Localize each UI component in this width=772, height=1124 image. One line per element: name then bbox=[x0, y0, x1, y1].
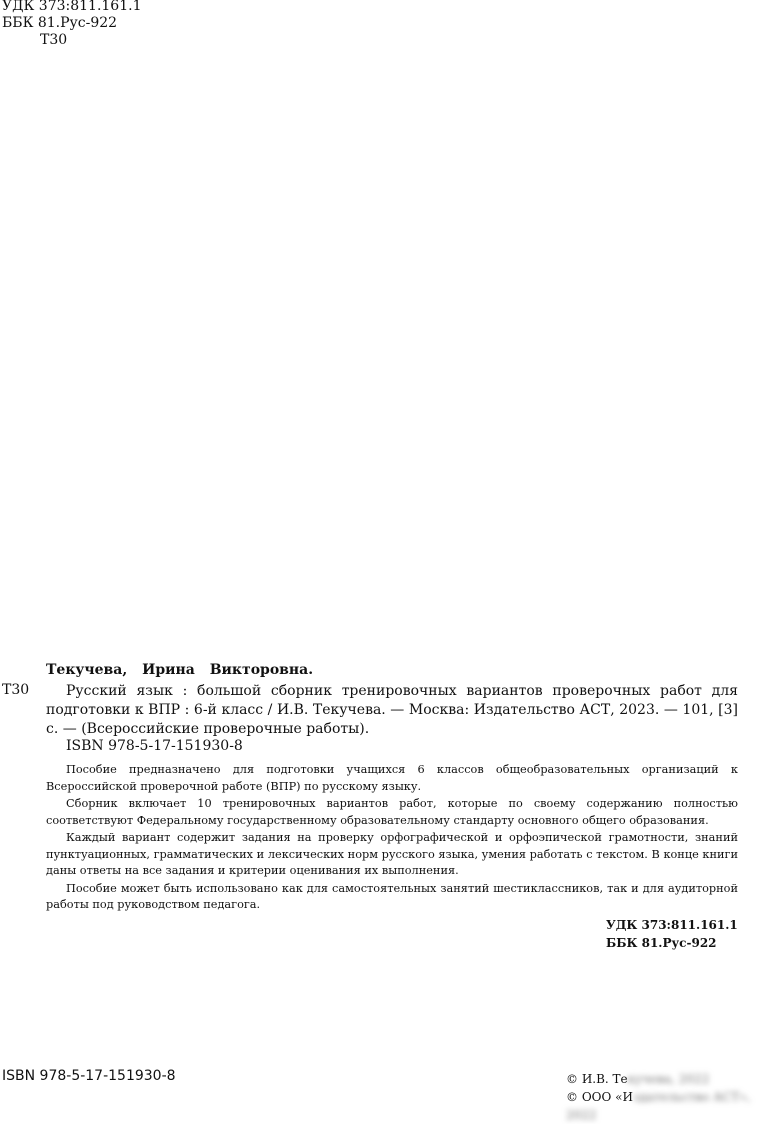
bottom-classification-codes bbox=[606, 916, 738, 952]
copyright-author-text: © И.В. Те bbox=[566, 1072, 628, 1086]
annotation-paragraph: Сборник включает 10 тренировочных вариантов работ, которые по своему содержанию полностью соответствуют Федеральному государственному образовательному стандарту основного общего образования. bbox=[46, 797, 738, 827]
annotation-paragraph: Пособие может быть использовано как для самостоятельных занятий шестиклассников, так и для аудиторной работы под руководством педагога. bbox=[46, 881, 738, 911]
annotation-paragraph: Пособие предназначено для подготовки учащихся 6 классов общеобразовательных организаций к Всероссийской проверочной работе (ВПР) по русскому языку. bbox=[46, 763, 738, 793]
author-sign-code: Т30 bbox=[40, 32, 68, 48]
annotation bbox=[46, 762, 738, 915]
footer-isbn: ISBN 978-5-17-151930-8 bbox=[2, 1068, 176, 1084]
annotation-paragraph: Каждый вариант содержит задания на проверку орфографической и орфоэпической грамотности, знаний пунктуационных, грамматических и лексических норм русского языка, умения работать с текстом. В конце книги даны ответы на все задания и критерии оценивания их выполнения. bbox=[46, 831, 738, 877]
catalog-isbn: ISBN 978-5-17-151930-8 bbox=[66, 738, 243, 754]
copyright-line-publisher bbox=[566, 1088, 772, 1124]
copyright-line-author bbox=[566, 1070, 772, 1088]
top-classification-codes bbox=[2, 0, 141, 49]
udk-code: УДК 373:811.161.1 bbox=[2, 0, 142, 14]
catalog-author-sign: Т30 bbox=[2, 682, 30, 698]
description-text: Русский язык : большой сборник тренировочных вариантов проверочных работ для подготовки к ВПР : 6-й класс / И.В. Текучева. — Москва: Издательство АСТ, 2023. — 101, [3] с. — (Всероссийские проверочные работы). bbox=[46, 683, 738, 737]
udk-code-bottom: УДК 373:811.161.1 bbox=[606, 918, 738, 932]
copyright-publisher-text: © ООО «И bbox=[566, 1090, 633, 1104]
author-heading: Текучева, Ирина Викторовна. bbox=[46, 662, 314, 678]
copyright-publisher-blurred: здательство АСТ», 2022 bbox=[566, 1090, 751, 1122]
copyright-block bbox=[566, 1070, 772, 1124]
copyright-author-blurred: кучева, 2022 bbox=[627, 1072, 710, 1086]
bbk-code-bottom: ББК 81.Рус-922 bbox=[606, 936, 717, 950]
bbk-code: ББК 81.Рус-922 bbox=[2, 15, 118, 31]
bibliographic-description bbox=[46, 682, 738, 739]
